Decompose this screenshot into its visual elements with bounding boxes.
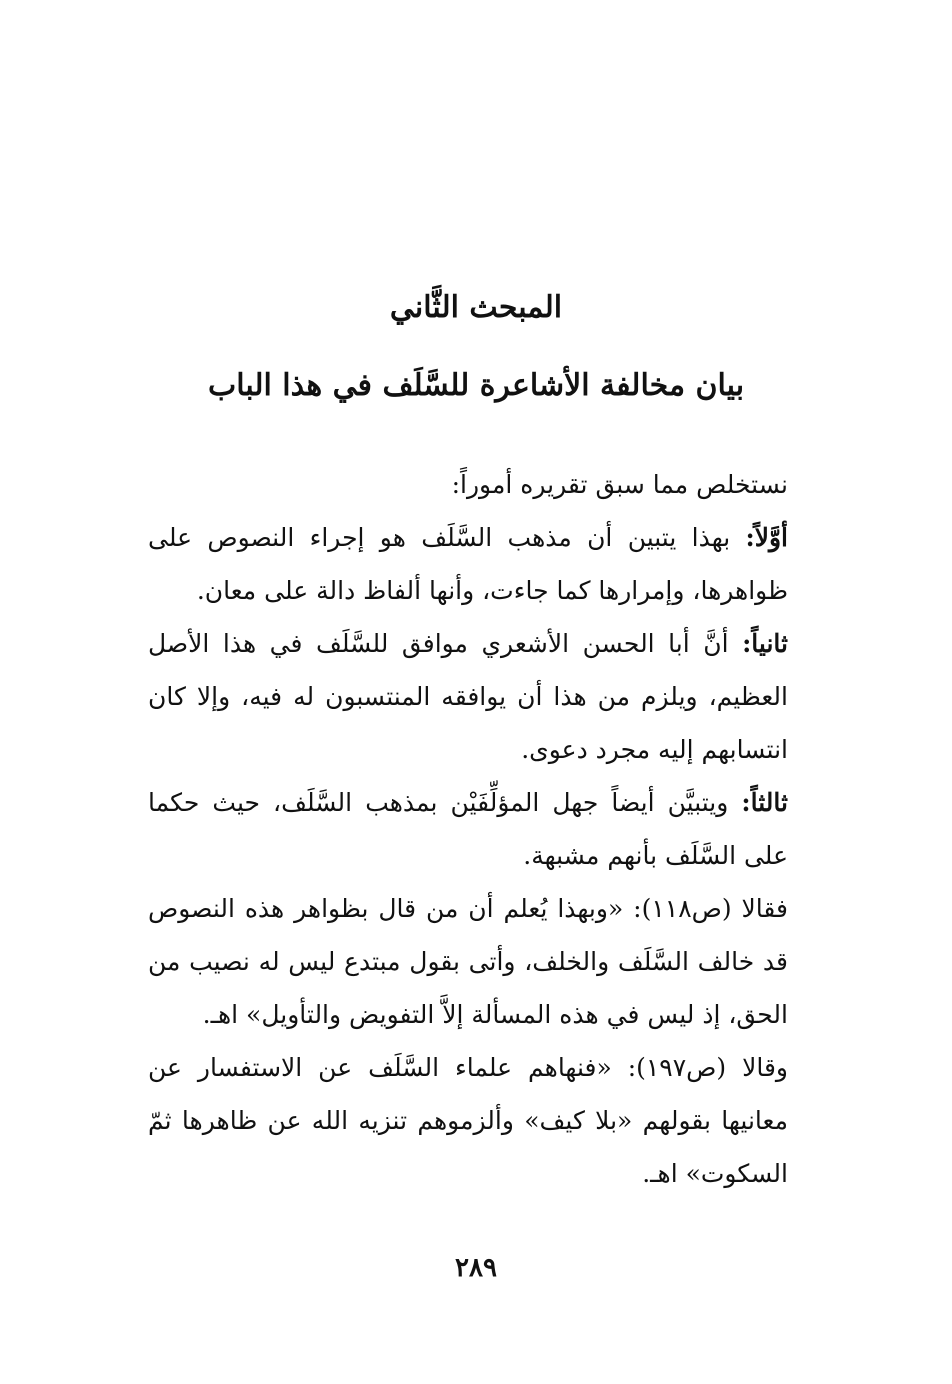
paragraph-second-lead: ثانياً: bbox=[742, 629, 788, 658]
paragraph-fifth: وقالا (ص١٩٧): «فنهاهم علماء السَّلَف عن الاستفسار عن معانيها بقولهم «بلا كيف» وألزموهم تنزيه الله عن ظاهرها ثمّ السكوت» اهـ. bbox=[148, 1053, 788, 1188]
section-title: بيان مخالفة الأشاعرة للسَّلَف في هذا الباب bbox=[207, 368, 745, 403]
intro-paragraph: نستخلص مما سبق تقريره أموراً: bbox=[451, 470, 788, 499]
paragraph-second bbox=[148, 617, 788, 776]
paragraph-first bbox=[148, 511, 788, 617]
body-text bbox=[148, 458, 788, 1200]
paragraph-first-text: بهذا يتبين أن مذهب السَّلَف هو إجراء النصوص على ظواهرها، وإمرارها كما جاءت، وأنها ألفاظ دالة على معان. bbox=[148, 523, 788, 605]
paragraph-third-text: ويتبيَّن أيضاً جهل المؤلِّفَيْن بمذهب السَّلَف، حيث حكما على السَّلَف بأنهم مشبهة. bbox=[148, 788, 788, 870]
paragraph-fourth: فقالا (ص١١٨): «وبهذا يُعلم أن من قال بظواهر هذه النصوص قد خالف السَّلَف والخلف، وأتى بقول مبتدع ليس له نصيب من الحق، إذ ليس في هذه المسألة إلاَّ التفويض والتأويل» اهـ. bbox=[148, 894, 788, 1029]
paragraph-first-lead: أوَّلاً: bbox=[745, 523, 788, 552]
paragraph-second-text: أنَّ أبا الحسن الأشعري موافق للسَّلَف في هذا الأصل العظيم، ويلزم من هذا أن يوافقه المنتسبون له فيه، وإلا كان انتسابهم إليه مجرد دعوى. bbox=[148, 629, 788, 764]
paragraph-third-lead: ثالثاً: bbox=[741, 788, 788, 817]
paragraph-third bbox=[148, 776, 788, 882]
section-label: المبحث الثَّاني bbox=[389, 290, 563, 325]
page-number: ٢٨٩ bbox=[455, 1253, 497, 1283]
